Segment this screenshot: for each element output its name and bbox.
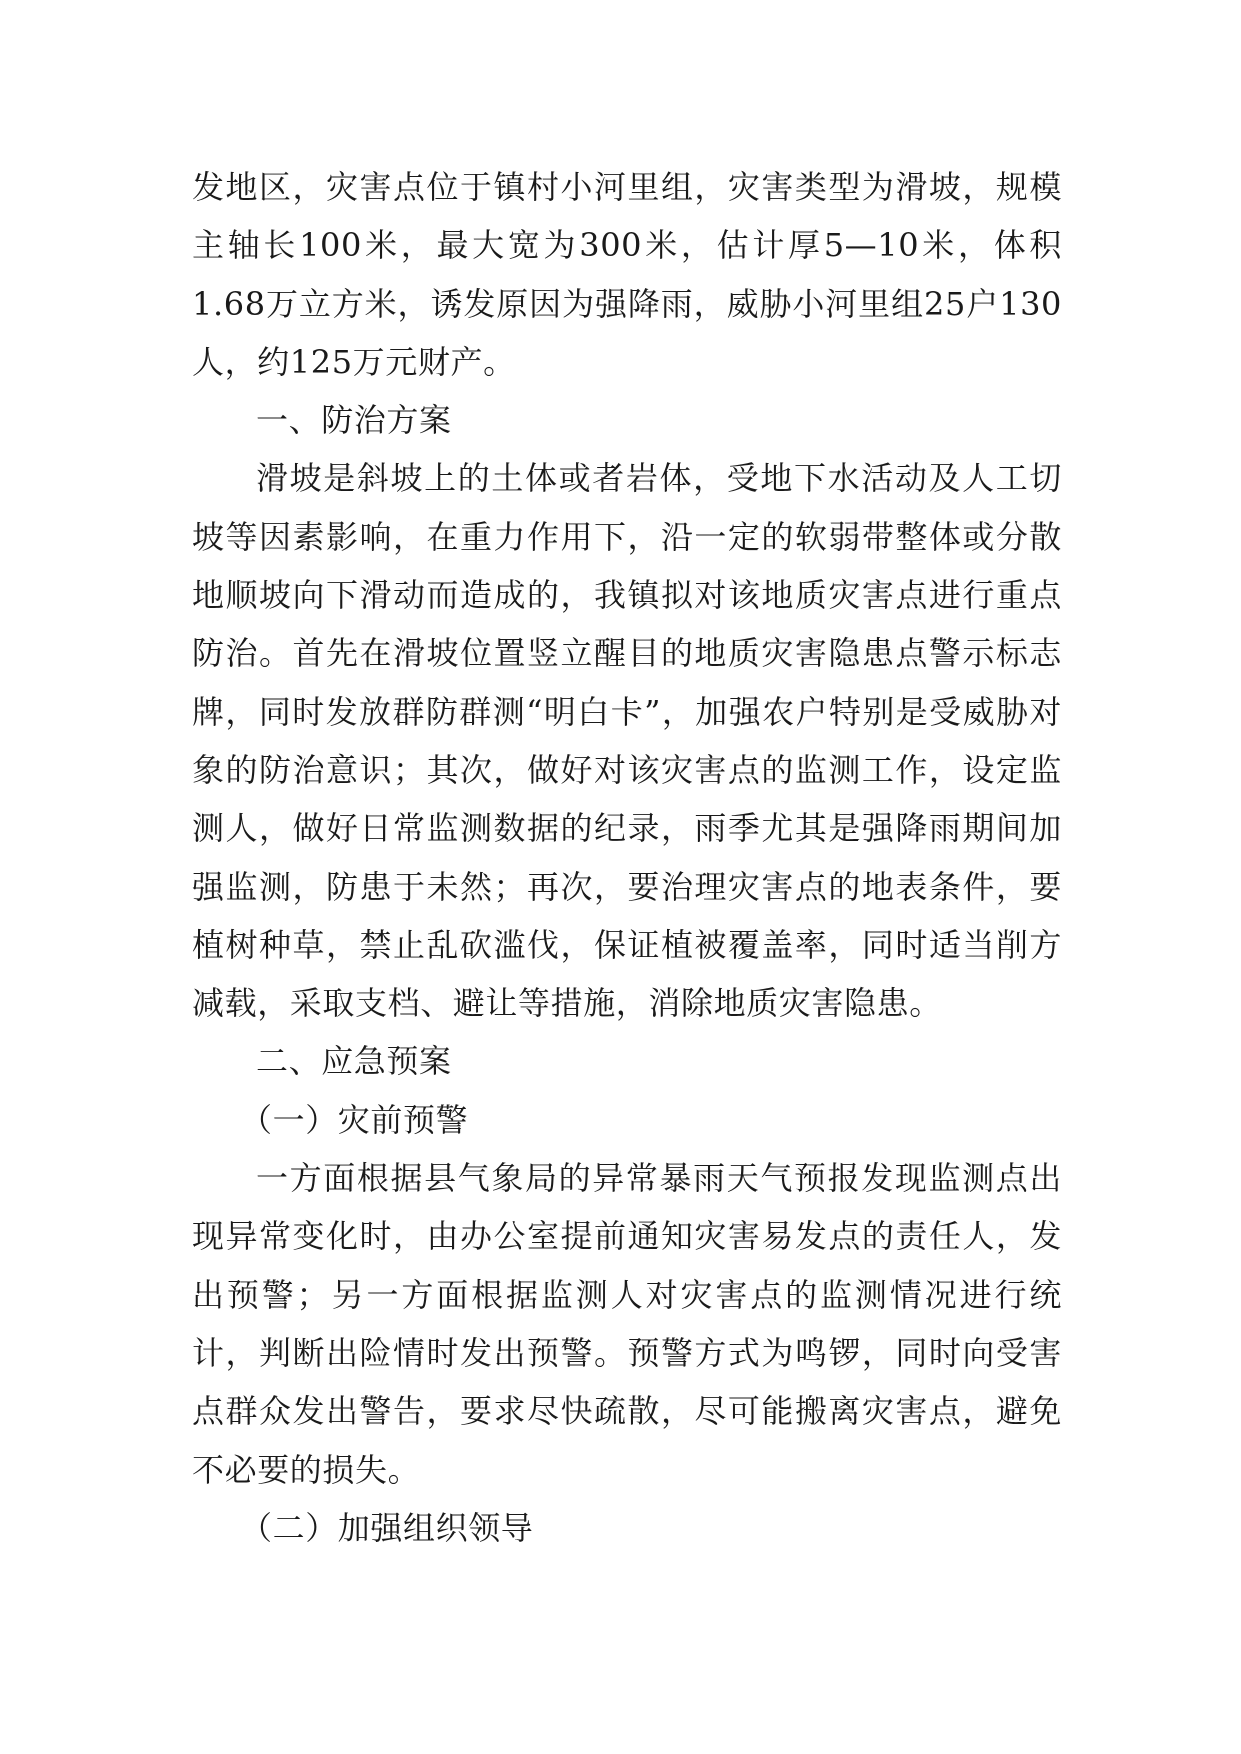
document-body [192, 158, 1062, 1557]
subheading-organization: （二）加强组织领导 [240, 1508, 534, 1547]
subheading-early-warning: （一）灾前预警 [240, 1100, 469, 1139]
heading-prevention-plan: 一、防治方案 [256, 401, 452, 440]
paragraph-prevention: 滑坡是斜坡上的土体或者岩体，受地下水活动及人工切坡等因素影响，在重力作用下，沿一定的软弱带整体或分散地顺坡向下滑动而造成的，我镇拟对该地质灾害点进行重点防治。首先在滑坡位置竖立醒目的地质灾害隐患点警示标志牌，同时发放群防群测“明白卡”，加强农户特别是受威胁对象的防治意识；其次，做好对该灾害点的监测工作，设定监测人，做好日常监测数据的纪录，雨季尤其是强降雨期间加强监测，防患于未然；再次，要治理灾害点的地表条件，要植树种草，禁止乱砍滥伐，保证植被覆盖率，同时适当削方减载，采取支档、避让等措施，消除地质灾害隐患。 [192, 459, 1062, 1023]
paragraph-intro: 发地区，灾害点位于镇村小河里组，灾害类型为滑坡，规模主轴长100米，最大宽为300米，估计厚5—10米，体积1.68万立方米，诱发原因为强降雨，威胁小河里组25户130人，约125万元财产。 [192, 168, 1062, 381]
paragraph-early-warning: 一方面根据县气象局的异常暴雨天气预报发现监测点出现异常变化时，由办公室提前通知灾害易发点的责任人，发出预警；另一方面根据监测人对灾害点的监测情况进行统计，判断出险情时发出预警。预警方式为鸣锣，同时向受害点群众发出警告，要求尽快疏散，尽可能搬离灾害点，避免不必要的损失。 [192, 1159, 1062, 1489]
heading-emergency-plan: 二、应急预案 [256, 1042, 452, 1081]
